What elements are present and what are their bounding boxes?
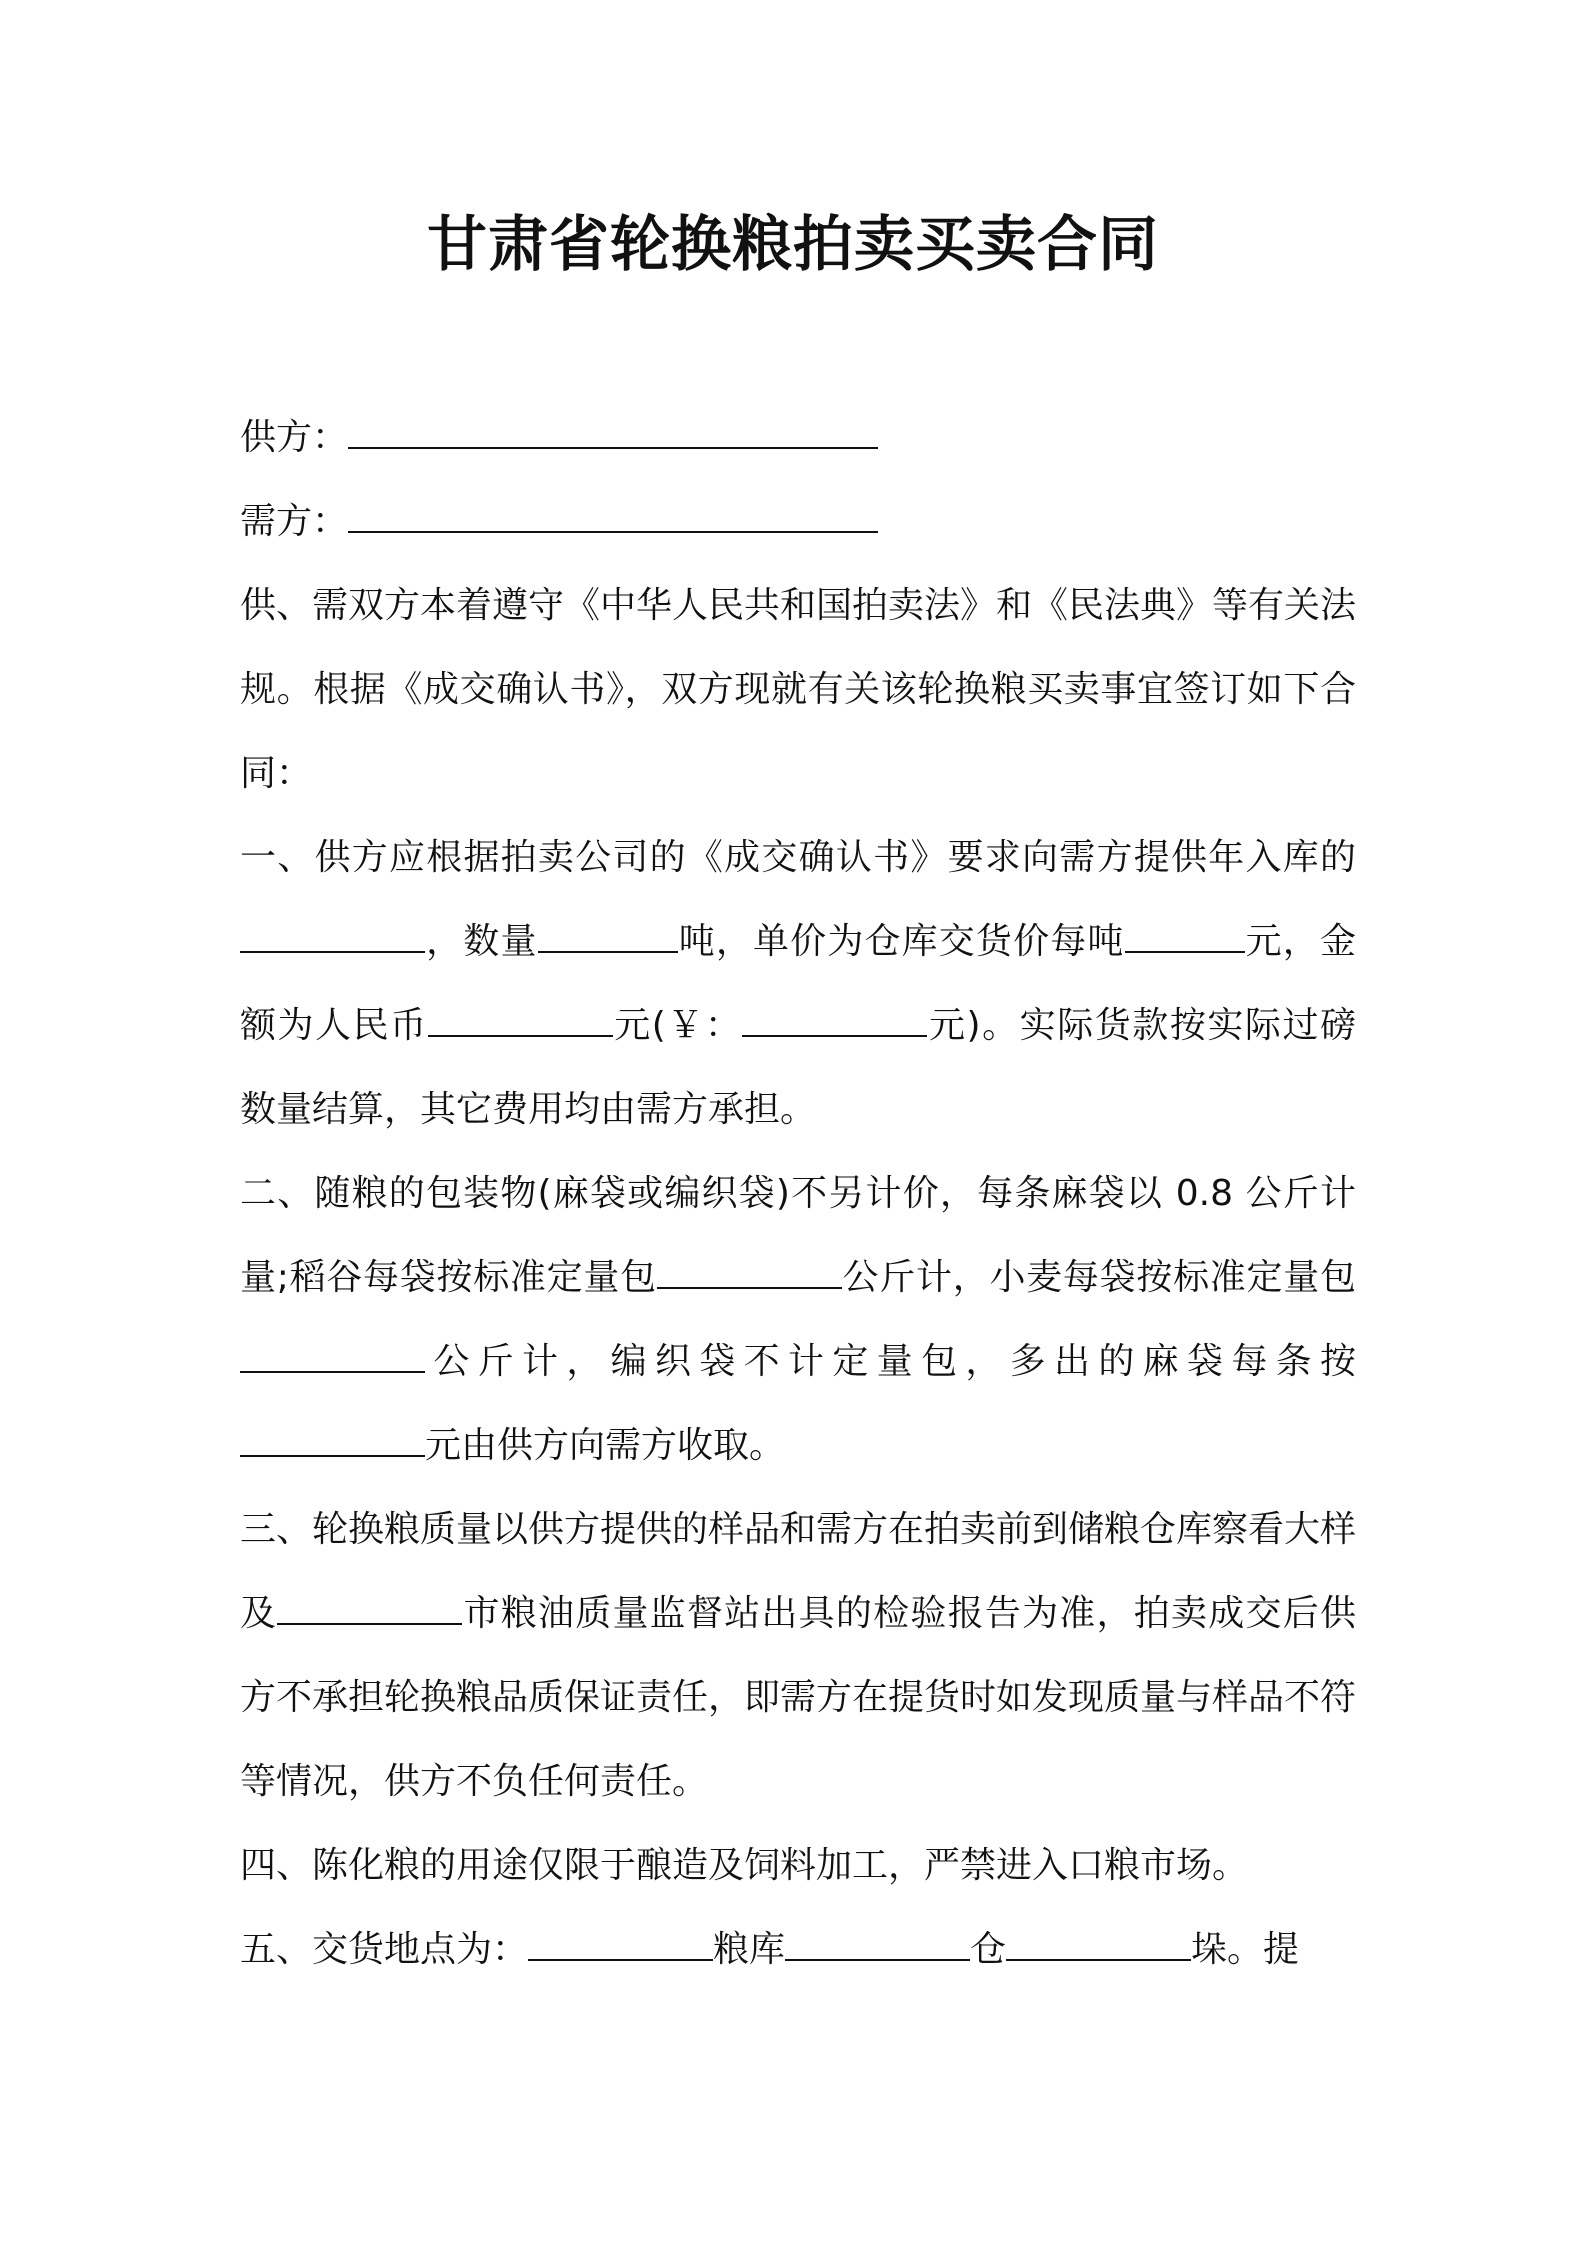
clause-5-text-c: 仓 <box>970 1929 1007 1970</box>
clause-2-text-a: 二、随粮的包装物(麻袋或编织袋)不另计价，每条麻袋以 0.8 公斤计量;稻谷每袋按标准定量包 <box>240 1173 1356 1298</box>
clause-2-text-c: 公斤计，编织袋不计定量包，多出的麻袋每条按 <box>425 1341 1356 1382</box>
supplier-blank <box>348 417 878 449</box>
clause-3-text-a: 三、轮换粮质量以供方提供的样品和需方在拍卖前到储粮仓库察看大样及 <box>240 1509 1357 1634</box>
clause-5 <box>240 1908 1356 1992</box>
buyer-blank <box>348 501 878 533</box>
depot-blank <box>528 1929 713 1961</box>
supplier-label: 供方： <box>240 417 349 458</box>
clause-5-text-b: 粮库 <box>713 1929 786 1970</box>
grain-type-blank <box>240 921 425 953</box>
wheat-bag-weight-blank <box>240 1341 425 1373</box>
document-title: 甘肃省轮换粮拍卖买卖合同 <box>427 210 1159 280</box>
clause-4: 四、陈化粮的用途仅限于酿造及饲料加工，严禁进入口粮市场。 <box>240 1845 1249 1886</box>
amount-words-blank <box>428 1005 613 1037</box>
stack-blank <box>1006 1929 1191 1961</box>
amount-figures-blank <box>742 1005 927 1037</box>
rice-bag-weight-blank <box>657 1257 842 1289</box>
clause-1-text-b: ，数量 <box>425 921 538 962</box>
buyer-label: 需方： <box>240 501 349 542</box>
preamble: 供、需双方本着遵守《中华人民共和国拍卖法》和《民法典》等有关法规。根据《成交确认书》，双方现就有关该轮换粮买卖事宜签订如下合同： <box>240 585 1357 794</box>
clause-1-text-d: 元，金额为人民币 <box>240 921 1356 1046</box>
warehouse-blank <box>785 1929 970 1961</box>
sack-price-blank <box>240 1425 425 1457</box>
clause-2-text-b: 公斤计，小麦每袋按标准定量包 <box>841 1257 1356 1298</box>
clause-1-text-f: 元)。实际货款按实际过磅数量结算，其它费用均由需方承担。 <box>240 1005 1356 1130</box>
contract-body <box>240 396 1356 1992</box>
clause-5-text-d: 垛。提 <box>1191 1929 1300 1970</box>
supplier-line <box>240 396 1356 480</box>
city-blank <box>277 1593 462 1625</box>
clause-2-text-d: 元由供方向需方收取。 <box>425 1425 786 1466</box>
buyer-line <box>240 480 1356 564</box>
clause-1-text-e: 元(￥： <box>612 1005 743 1046</box>
quantity-blank <box>538 921 678 953</box>
clause-1 <box>240 816 1356 1152</box>
clause-3 <box>240 1488 1356 1824</box>
clause-1-text-c: 吨，单价为仓库交货价每吨 <box>677 921 1125 962</box>
clause-2 <box>240 1152 1356 1488</box>
clause-5-text-a: 五、交货地点为： <box>240 1929 529 1970</box>
unit-price-blank <box>1125 921 1245 953</box>
clause-1-text-a: 一、供方应根据拍卖公司的《成交确认书》要求向需方提供年入库的 <box>240 837 1356 878</box>
clause-3-text-b: 市粮油质量监督站出具的检验报告为准，拍卖成交后供方不承担轮换粮品质保证责任，即需方在提货时如发现质量与样品不符等情况，供方不负任何责任。 <box>240 1593 1357 1802</box>
